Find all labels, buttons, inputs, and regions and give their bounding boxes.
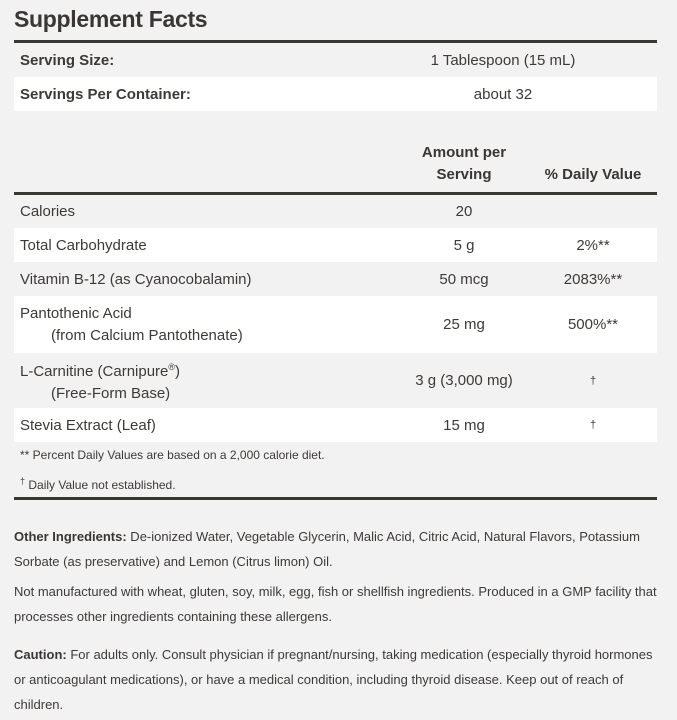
nutrient-row [14, 353, 657, 408]
dagger-symbol: † [20, 476, 26, 486]
other-ingredients-label: Other Ingredients: [14, 529, 127, 544]
nutrient-name: Stevia Extract (Leaf) [20, 416, 156, 434]
nutrient-name: Pantothenic Acid [20, 304, 132, 322]
nutrient-daily-value: 500%** [567, 316, 619, 333]
servings-per-container-label: Servings Per Container: [20, 85, 191, 103]
amount-header-line1: Amount per [421, 144, 507, 161]
nutrient-daily-value: † [589, 374, 597, 387]
nutrient-row [14, 195, 657, 228]
nutrient-name-wrap [20, 356, 180, 383]
top-rule [14, 40, 657, 43]
other-ingredients-text: De-ionized Water, Vegetable Glycerin, Malic Acid, Citric Acid, Natural Flavors, Potassium Sorbate (as preservative) and Lemon (Citrus limon) Oil. [14, 529, 640, 569]
nutrient-daily-value: † [589, 419, 597, 431]
nutrient-daily-value: 2083%** [563, 270, 623, 288]
nutrient-daily-value [534, 195, 652, 228]
nutrient-name-end: ) [175, 363, 181, 380]
serving-size-row [14, 44, 657, 77]
allergen-note: Not manufactured with wheat, gluten, soy, milk, egg, fish or shellfish ingredients. Produced in a GMP facility that processes other ingredients containing these allergens. [14, 584, 657, 624]
nutrient-amount: 15 mg [443, 416, 485, 434]
nutrient-name-block [20, 353, 180, 408]
dagger-text: Daily Value not established. [25, 478, 176, 492]
nutrient-name: L-Carnitine (Carnipure [20, 363, 169, 380]
serving-size-label: Serving Size: [20, 52, 115, 69]
nutrient-row [14, 296, 657, 353]
nutrient-name: Vitamin B-12 (as Cyanocobalamin) [20, 270, 252, 288]
nutrient-name-block [20, 296, 243, 353]
servings-per-container-value: about 32 [473, 85, 533, 103]
footnote-percent-daily: ** Percent Daily Values are based on a 2,000 calorie diet. [20, 448, 325, 462]
amount-per-serving-header [384, 142, 544, 186]
amount-header-line2: Serving [436, 166, 492, 183]
nutrient-amount: 3 g (3,000 mg) [415, 372, 513, 389]
other-ingredients [14, 524, 662, 574]
registered-mark: ® [168, 362, 176, 372]
nutrient-source: (Free-Form Base) [51, 385, 171, 402]
nutrient-row [14, 228, 657, 262]
caution-label: Caution: [14, 647, 67, 662]
nutrient-row [14, 262, 657, 296]
nutrient-amount: 20 [455, 203, 473, 220]
caution-body: For adults only. Consult physician if pregnant/nursing, taking medication (especially thyroid hormones or anticoagulant medications), or have a medical condition, including thyroid disease. Keep out of reach of children. [14, 647, 653, 712]
serving-size-value: 1 Tablespoon (15 mL) [430, 52, 576, 69]
daily-value-header: % Daily Value [544, 166, 642, 183]
nutrient-name: Calories [20, 203, 76, 220]
nutrient-source: (from Calcium Pantothenate) [51, 326, 243, 344]
servings-per-container-row [14, 77, 657, 111]
nutrient-daily-value: 2%** [576, 236, 610, 254]
nutrient-row [14, 408, 657, 442]
nutrient-amount: 5 g [453, 236, 475, 254]
nutrient-amount: 50 mcg [439, 270, 489, 288]
bottom-rule [14, 497, 657, 500]
panel-title: Supplement Facts [14, 6, 208, 32]
nutrient-amount: 25 mg [443, 316, 485, 333]
footnote-dagger [20, 476, 176, 492]
nutrient-name: Total Carbohydrate [20, 236, 147, 254]
caution-text [14, 642, 662, 717]
